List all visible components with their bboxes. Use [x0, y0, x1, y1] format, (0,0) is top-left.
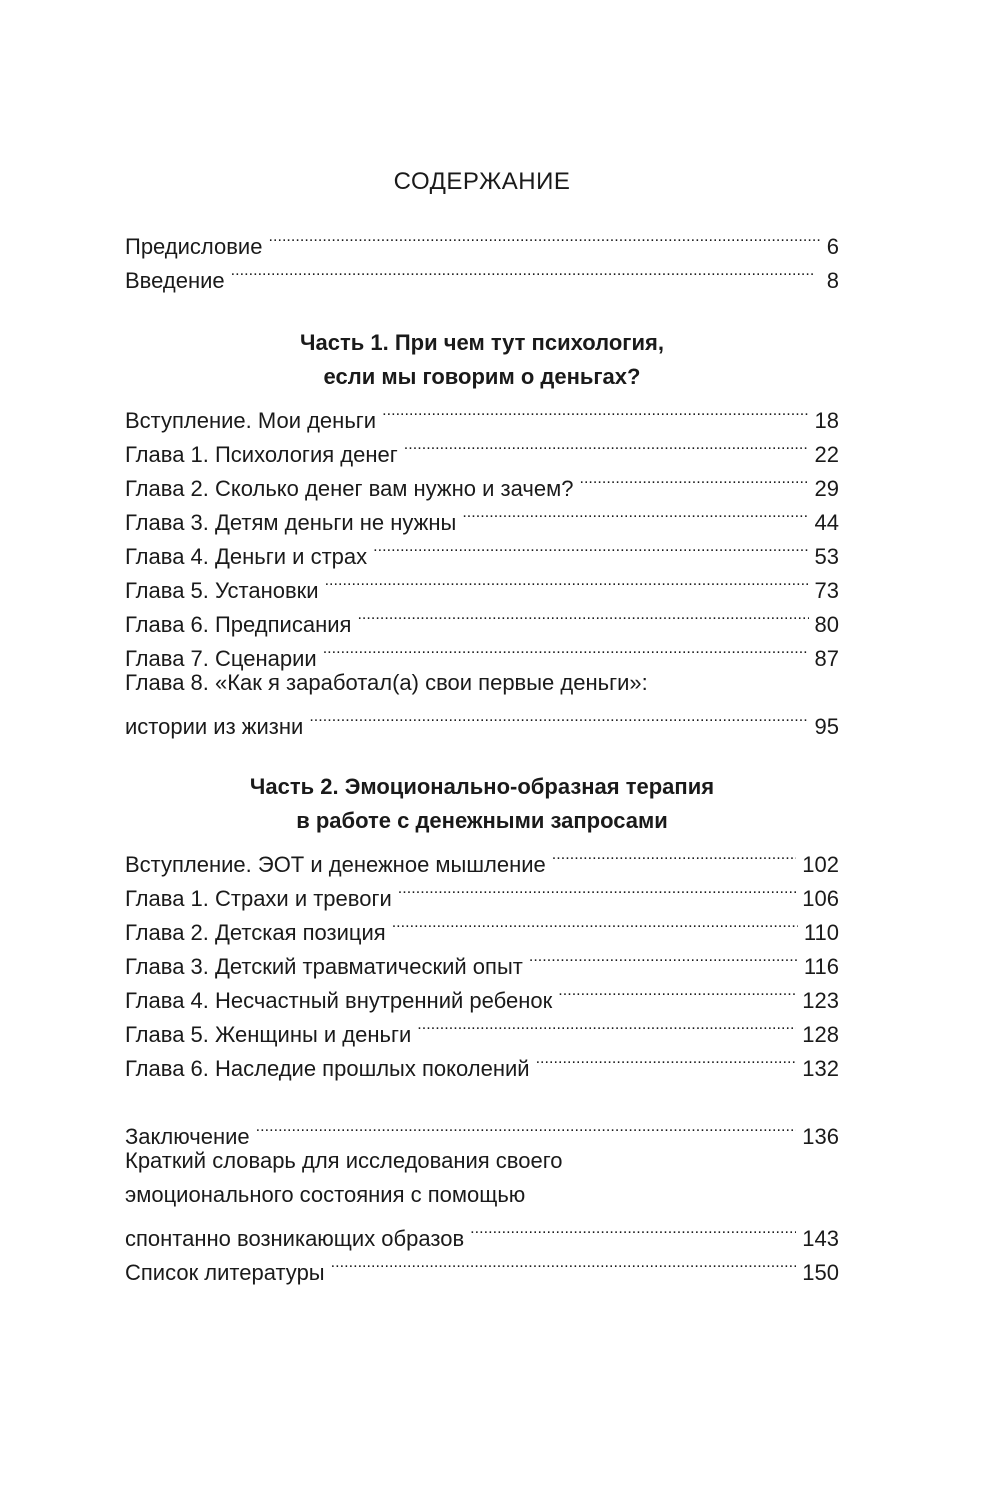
toc-entry-label: Глава 1. Психология денег [125, 442, 398, 467]
toc-entry-page: 87 [814, 646, 839, 671]
page-title: СОДЕРЖАНИЕ [393, 168, 571, 195]
toc-entry-label: Глава 6. Наследие прошлых поколений [125, 1056, 530, 1081]
toc-entry-label: Глава 5. Женщины и деньги [125, 1022, 412, 1047]
toc-entry-page: 80 [814, 612, 839, 637]
table-of-contents [125, 160, 839, 1285]
dot-leader [558, 974, 796, 1008]
toc-entry-page: 136 [802, 1124, 839, 1149]
dot-leader [529, 940, 798, 974]
toc-entry-page: 95 [814, 714, 839, 739]
dot-leader [579, 462, 808, 496]
dot-leader [325, 564, 809, 598]
part2-heading-line2: в работе с денежными запросами [296, 808, 668, 833]
toc-entry-page: 6 [826, 234, 839, 259]
toc-entry-page: 44 [814, 510, 839, 535]
dot-leader [392, 906, 798, 940]
toc-entry-glossary-line1: Краткий словарь для исследования своего [125, 1148, 563, 1173]
toc-entry [125, 838, 839, 877]
toc-entry-label: Предисловие [125, 234, 263, 259]
toc-entry-label: Введение [125, 268, 225, 293]
part2-heading-line1: Часть 2. Эмоционально-образная терапия [249, 774, 715, 799]
toc-entry-label: Вступление. Мои деньги [125, 408, 377, 433]
part1-heading-line2: если мы говорим о деньгах? [323, 364, 641, 389]
toc-entry-label: Глава 1. Страхи и тревоги [125, 886, 392, 911]
toc-entry-page: 128 [802, 1022, 839, 1047]
toc-entry-label: Глава 2. Сколько денег вам нужно и зачем? [125, 476, 574, 501]
toc-entry-page: 53 [814, 544, 839, 569]
toc-entry-page: 143 [802, 1226, 839, 1251]
toc-entry-label: Глава 5. Установки [125, 578, 319, 603]
dot-leader [536, 1042, 797, 1076]
toc-entry-label: Глава 3. Детям деньги не нужны [125, 510, 457, 535]
toc-entry-introduction [125, 254, 839, 293]
dot-leader [256, 1110, 797, 1144]
toc-entry-glossary-line2: эмоционального состояния с помощью [125, 1182, 526, 1207]
dot-leader [373, 530, 808, 564]
dot-leader [462, 496, 808, 530]
dot-leader [357, 598, 808, 632]
toc-entry-label: Заключение [125, 1124, 250, 1149]
dot-leader [398, 872, 797, 906]
dot-leader [309, 700, 808, 734]
toc-entry-page: 18 [814, 408, 839, 433]
toc-entry-page: 150 [802, 1260, 839, 1285]
toc-entry [125, 394, 839, 433]
toc-entry-label: спонтанно возникающих образов [125, 1226, 465, 1251]
dot-leader [470, 1212, 796, 1246]
dot-leader [268, 220, 820, 254]
toc-entry-label: Список литературы [125, 1260, 325, 1285]
dot-leader [331, 1246, 797, 1280]
toc-entry-chapter8-line1: Глава 8. «Как я заработал(а) свои первые деньги»: [125, 670, 648, 695]
dot-leader [404, 428, 809, 462]
toc-entry-label: Глава 4. Несчастный внутренний ребенок [125, 988, 553, 1013]
toc-entry-label: Глава 7. Сценарии [125, 646, 317, 671]
toc-entry-page: 8 [826, 268, 839, 293]
toc-entry-glossary-line3 [125, 1212, 839, 1251]
dot-leader [231, 254, 821, 288]
toc-entry-label: Глава 2. Детская позиция [125, 920, 386, 945]
toc-entry-label: Глава 3. Детский травматический опыт [125, 954, 523, 979]
toc-entry-page: 102 [802, 852, 839, 877]
toc-entry-conclusion [125, 1110, 839, 1149]
toc-entry-page: 110 [803, 920, 839, 945]
toc-entry-page: 29 [814, 476, 839, 501]
toc-entry-page: 116 [803, 954, 839, 979]
toc-entry-page: 123 [802, 988, 839, 1013]
toc-entry-label: Вступление. ЭОТ и денежное мышление [125, 852, 546, 877]
dot-leader [323, 632, 809, 666]
dot-leader [417, 1008, 796, 1042]
dot-leader [552, 838, 797, 872]
toc-entry-preface [125, 220, 839, 259]
toc-entry-label: Глава 4. Деньги и страх [125, 544, 368, 569]
toc-entry-page: 73 [814, 578, 839, 603]
dot-leader [382, 394, 808, 428]
toc-entry-page: 132 [802, 1056, 839, 1081]
toc-entry-page: 22 [814, 442, 839, 467]
toc-entry-page: 106 [802, 886, 839, 911]
toc-entry-label: истории из жизни [125, 714, 304, 739]
toc-entry-chapter8-line2 [125, 700, 839, 739]
part1-heading-line1: Часть 1. При чем тут психология, [300, 330, 664, 355]
toc-entry-label: Глава 6. Предписания [125, 612, 352, 637]
